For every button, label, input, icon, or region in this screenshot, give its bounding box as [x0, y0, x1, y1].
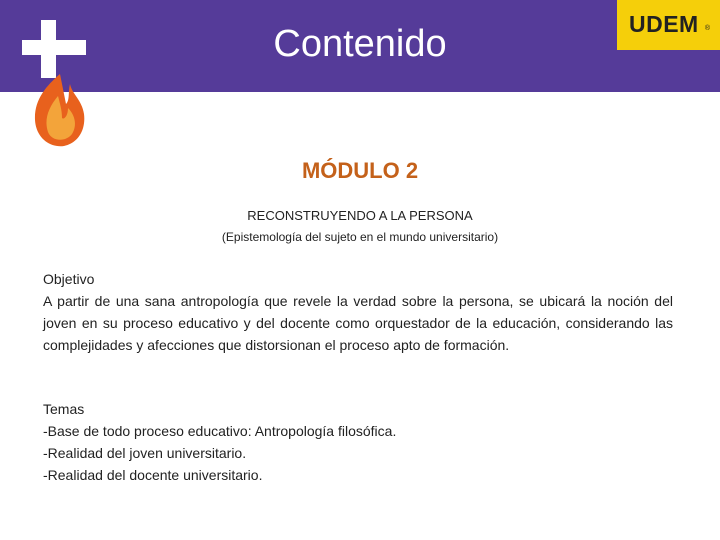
objective-section: [43, 268, 673, 356]
header-band: [0, 0, 720, 92]
objective-heading: Objetivo: [43, 271, 95, 287]
page-title: Contenido: [273, 23, 447, 65]
logo-text: UDEM: [629, 11, 699, 37]
udem-logo: [617, 0, 720, 50]
topic-item: -Realidad del joven universitario.: [43, 445, 247, 461]
topics-section: [43, 398, 673, 486]
module-subtitle: RECONSTRUYENDO A LA PERSONA: [247, 208, 473, 223]
registered-mark: ®: [704, 25, 710, 32]
cross-flame-icon: [20, 20, 90, 150]
topic-item: -Realidad del docente universitario.: [43, 467, 263, 483]
topics-heading: Temas: [43, 401, 85, 417]
module-title: MÓDULO 2: [301, 158, 419, 183]
topic-item: -Base de todo proceso educativo: Antropología filosófica.: [43, 423, 397, 439]
module-subtitle-note: (Epistemología del sujeto en el mundo universitario): [221, 230, 499, 244]
objective-text: A partir de una sana antropología que revele la verdad sobre la persona, se ubicará la noción del joven en su proceso educativo y del docente como orquestador de la educación, considerando las complejidades y afecciones que distorsionan el proceso apto de formación.: [43, 293, 673, 353]
